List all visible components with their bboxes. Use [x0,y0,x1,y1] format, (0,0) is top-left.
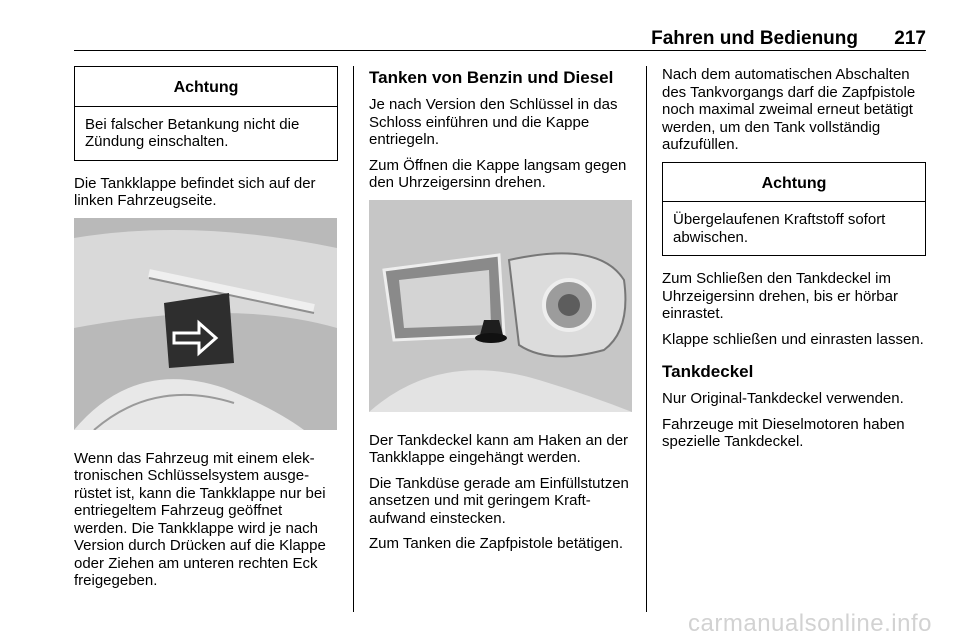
paragraph-operate-nozzle: Zum Tanken die Zapfpistole betätigen. [369,535,624,552]
paragraph-auto-shutoff: Nach dem automatischen Abschalten des Tankvorgangs darf die Zapfpistole noch maximal zweimal erneut betätigt werden, um den Tank vollständig aufzufüllen. [662,66,916,153]
column-2 [369,66,635,561]
paragraph-hook-cap: Der Tankdeckel kann am Haken an der Tankklappe eingehängt werden. [369,431,629,466]
notice-text: Bei falscher Betankung nicht die Zündung einschalten. [85,115,300,150]
paragraph-diesel-cap: Fahrzeuge mit Dieselmotoren haben spezielle Tankdeckel. [662,415,905,450]
paragraph-open-cap: Zum Öffnen die Kappe langsam gegen den Uhrzeigersinn drehen. [369,156,627,191]
paragraph-unlock-cap: Je nach Version den Schlüssel in das Schloss einführen und die Kappe entriegeln. [369,96,618,148]
paragraph-original-cap: Nur Original-Tankdeckel verwenden. [662,390,904,407]
page-header [74,28,926,50]
heading-refuelling: Tanken von Benzin und Diesel [369,68,614,87]
notice-box-overflow [662,162,926,257]
page-number: 217 [894,28,926,49]
heading-fuel-cap: Tankdeckel [662,362,754,381]
paragraph-keyless-system: Wenn das Fahrzeug mit einem elektronischen Schlüsselsystem ausgerüstet ist, kann die Tankklappe nur bei entriegeltem Fahrzeug geöffnet werden. Die Tankklappe wird je nach Version durch Drücken auf die Klappe oder Ziehen am unteren rechten Eck freigegeben. [74,449,326,589]
notice-title: Achtung [663,163,925,203]
column-1 [74,66,338,598]
column-divider-2 [646,66,647,612]
column-divider-1 [353,66,354,612]
paragraph-close-flap: Klappe schließen und einrasten lassen. [662,330,924,348]
paragraph-insert-nozzle: Die Tankdüse gerade am Einfüllstutzen ansetzen und mit geringem Kraftaufwand einstecken. [369,474,629,527]
header-rule [74,50,926,51]
notice-box-fuel [74,66,338,161]
fuel-flap-open-image [369,200,632,412]
watermark: carmanualsonline.info [688,610,932,637]
paragraph-close-cap: Zum Schließen den Tankdeckel im Uhrzeigersinn drehen, bis er hörbar einrastet. [662,270,898,322]
fuel-flap-closed-image [74,218,337,430]
column-3 [662,66,926,459]
notice-title: Achtung [75,67,337,107]
notice-text: Übergelaufenen Kraftstoff sofort abwischen. [673,211,886,246]
section-title: Fahren und Bedienung [651,28,858,49]
paragraph-flap-location: Die Tankklappe befindet sich auf der linken Fahrzeugseite. [74,174,316,209]
